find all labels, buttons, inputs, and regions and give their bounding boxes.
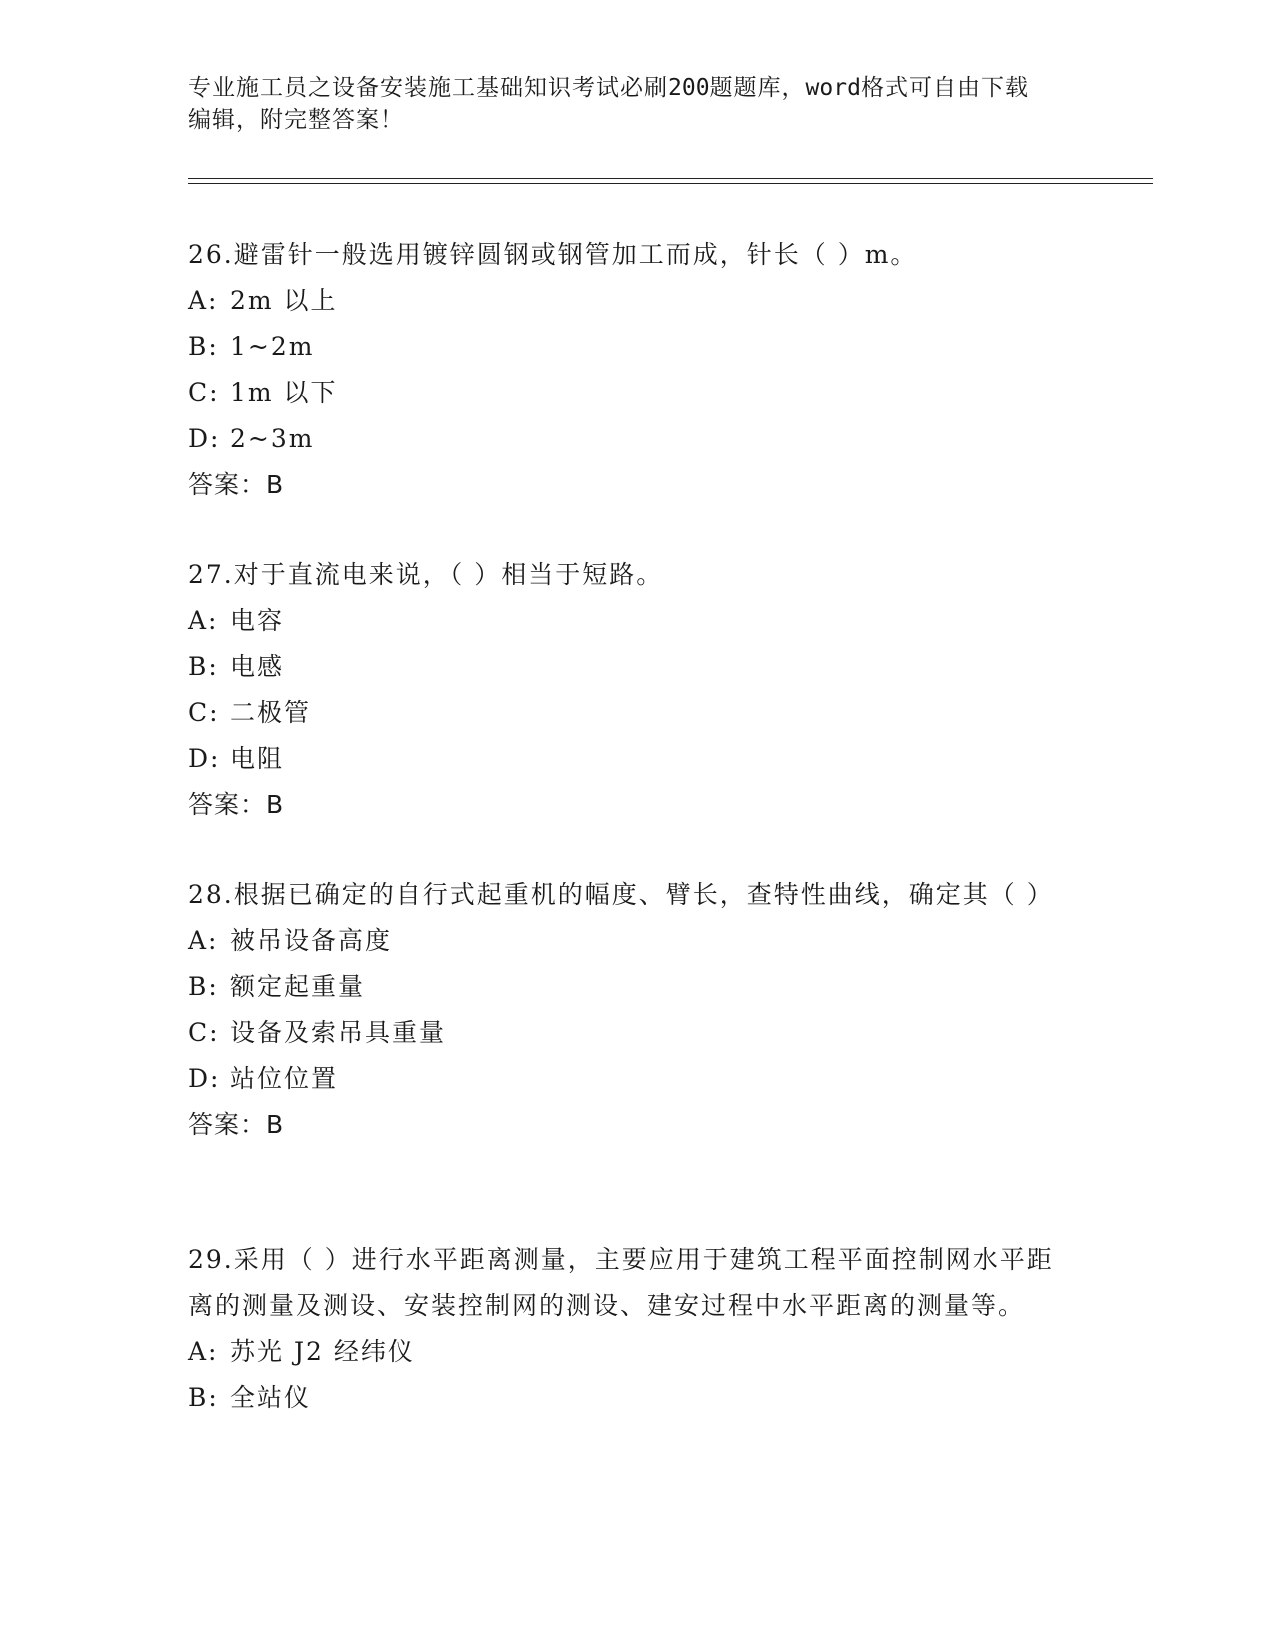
document-header bbox=[188, 72, 1068, 136]
option-letter: B: bbox=[188, 332, 219, 361]
header-line1-part1: 专业施工员之设备安装施工基础知识考试必刷 bbox=[188, 75, 668, 101]
header-line1-part2: 题题库， bbox=[709, 75, 806, 101]
option-text: 额定起重量 bbox=[230, 972, 366, 1001]
header-divider-top bbox=[188, 178, 1153, 179]
option-letter: C: bbox=[188, 378, 220, 407]
option-text: 苏光 J2 经纬仪 bbox=[230, 1337, 415, 1366]
option-letter: A: bbox=[188, 606, 219, 635]
option-text: 被吊设备高度 bbox=[230, 926, 393, 955]
option-c bbox=[188, 1010, 1068, 1056]
option-c bbox=[188, 690, 1068, 736]
option-d bbox=[188, 736, 1068, 782]
option-a bbox=[188, 598, 1068, 644]
question-stem: 27.对于直流电来说，（ ）相当于短路。 bbox=[188, 560, 664, 589]
option-b bbox=[188, 964, 1068, 1010]
option-text: 电感 bbox=[230, 652, 285, 681]
option-letter: B: bbox=[188, 1383, 219, 1412]
option-letter: A: bbox=[188, 1337, 219, 1366]
option-letter: D: bbox=[188, 744, 221, 773]
answer-label: 答案：B bbox=[188, 790, 285, 819]
option-a bbox=[188, 918, 1068, 964]
option-letter: C: bbox=[188, 698, 220, 727]
answer-label: 答案：B bbox=[188, 470, 285, 499]
option-text: 站位位置 bbox=[230, 1064, 339, 1093]
option-text: 1m 以下 bbox=[230, 378, 338, 407]
option-text: 电容 bbox=[230, 606, 285, 635]
header-line1-number: 200 bbox=[668, 75, 710, 101]
option-text: 2m 以上 bbox=[230, 286, 338, 315]
header-line1-word: word bbox=[805, 75, 861, 101]
option-letter: B: bbox=[188, 972, 219, 1001]
header-line2: 编辑，附完整答案！ bbox=[188, 107, 404, 133]
question-stem: 28.根据已确定的自行式起重机的幅度、臂长，查特性曲线，确定其（ ） bbox=[188, 880, 1054, 909]
question-stem: 26.避雷针一般选用镀锌圆钢或钢管加工而成，针长（ ）m。 bbox=[188, 240, 918, 269]
option-letter: A: bbox=[188, 286, 219, 315]
option-letter: D: bbox=[188, 424, 221, 453]
option-d bbox=[188, 1056, 1068, 1102]
option-letter: A: bbox=[188, 926, 219, 955]
option-c bbox=[188, 370, 1068, 416]
option-b bbox=[188, 1375, 1068, 1421]
option-text: 电阻 bbox=[230, 744, 285, 773]
option-a bbox=[188, 278, 1068, 324]
question-27 bbox=[188, 552, 1068, 828]
option-letter: C: bbox=[188, 1018, 220, 1047]
option-a bbox=[188, 1329, 1068, 1375]
option-text: 2~3m bbox=[230, 424, 315, 453]
header-line1-part3: 格式可自由下载 bbox=[860, 75, 1029, 101]
option-b bbox=[188, 324, 1068, 370]
header-divider-bottom bbox=[188, 183, 1153, 184]
option-text: 1~2m bbox=[230, 332, 315, 361]
question-26 bbox=[188, 232, 1068, 508]
option-text: 设备及索吊具重量 bbox=[230, 1018, 447, 1047]
option-b bbox=[188, 644, 1068, 690]
option-text: 全站仪 bbox=[230, 1383, 312, 1412]
option-text: 二极管 bbox=[230, 698, 312, 727]
question-stem: 29.采用（ ）进行水平距离测量，主要应用于建筑工程平面控制网水平距离的测量及测设、安装控制网的测设、建安过程中水平距离的测量等。 bbox=[188, 1245, 1054, 1320]
answer-label: 答案：B bbox=[188, 1110, 285, 1139]
option-d bbox=[188, 416, 1068, 462]
question-28 bbox=[188, 872, 1068, 1148]
question-29 bbox=[188, 1237, 1068, 1421]
option-letter: B: bbox=[188, 652, 219, 681]
option-letter: D: bbox=[188, 1064, 221, 1093]
